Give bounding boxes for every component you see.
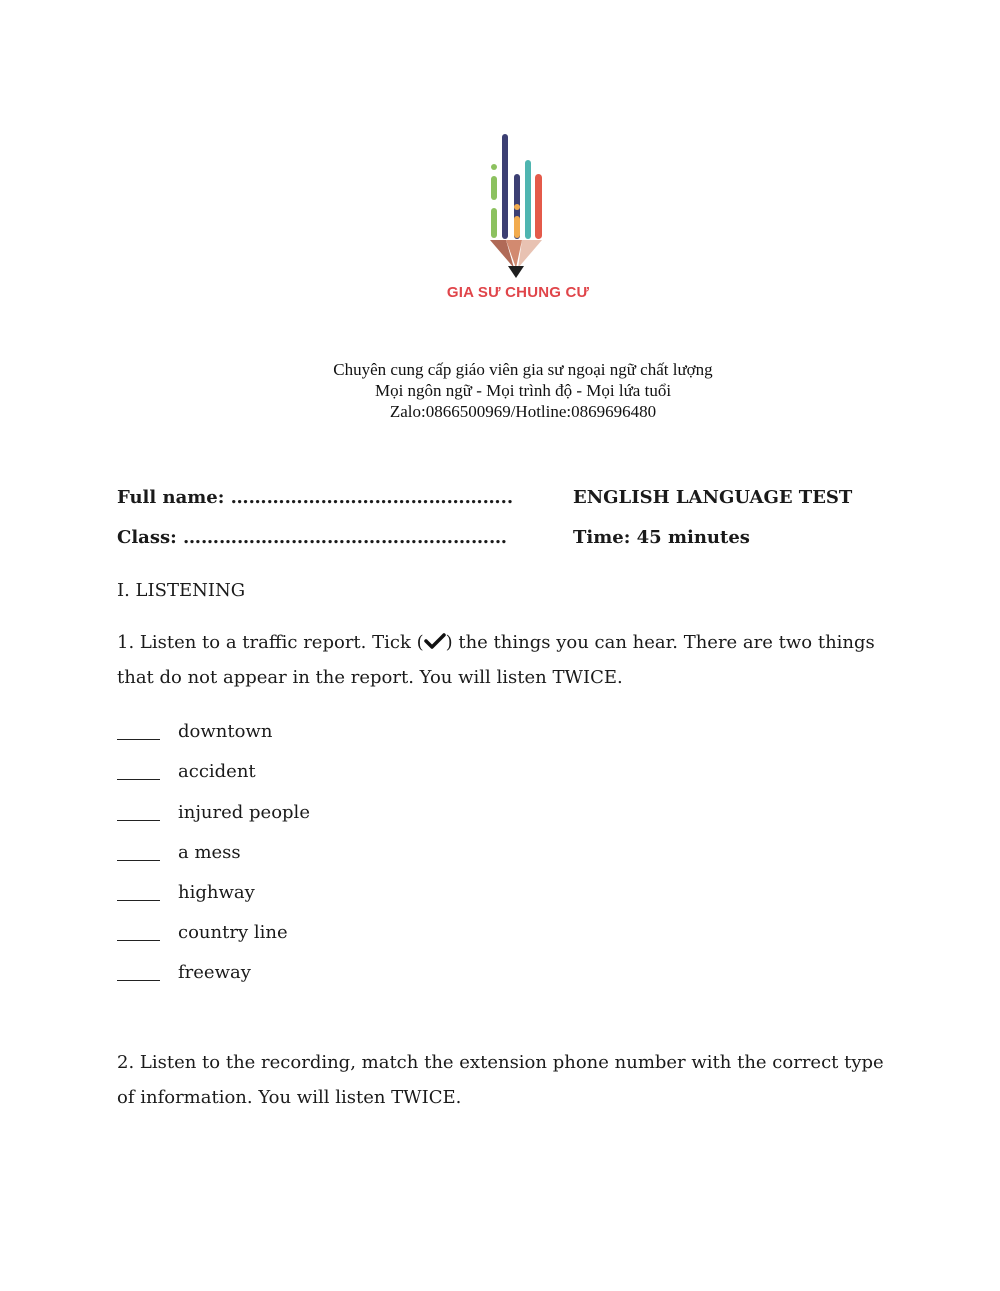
option-label: downtown: [178, 721, 273, 742]
list-item: [117, 882, 255, 906]
check-mark-icon: [424, 625, 446, 660]
tagline-line: Chuyên cung cấp giáo viên gia sư ngoại ngữ chất lượng: [333, 360, 713, 379]
answer-blank[interactable]: [117, 802, 160, 821]
list-item: [117, 802, 310, 826]
option-label: injured people: [178, 802, 310, 823]
answer-blank[interactable]: [117, 761, 160, 780]
question-1-instructions: [117, 625, 887, 695]
question-1-text-start: 1. Listen to a traffic report. Tick (: [117, 632, 424, 653]
answer-blank[interactable]: [117, 721, 160, 740]
list-item: [117, 962, 251, 986]
question-2-instructions: 2. Listen to the recording, match the extension phone number with the correct type of information. You will listen TWICE.: [117, 1052, 884, 1108]
section-title: I. LISTENING: [117, 580, 246, 601]
list-item: [117, 922, 288, 946]
full-name-field: Full name: ………………………………………..: [117, 487, 514, 508]
test-title: ENGLISH LANGUAGE TEST: [573, 487, 853, 508]
option-label: accident: [178, 761, 256, 782]
class-field: Class: ………………………………………………: [117, 527, 508, 548]
option-label: a mess: [178, 842, 241, 863]
list-item: [117, 721, 273, 745]
answer-blank[interactable]: [117, 882, 160, 901]
answer-blank[interactable]: [117, 922, 160, 941]
option-label: country line: [178, 922, 288, 943]
pencil-logo-icon: [478, 128, 558, 283]
brand-name: GIA SƯ CHUNG CƯ: [446, 284, 590, 301]
answer-blank[interactable]: [117, 962, 160, 981]
answer-blank[interactable]: [117, 842, 160, 861]
test-time: Time: 45 minutes: [573, 527, 750, 548]
question-1-text-end: ) the things you can hear. There are two things that do not appear in the report. You will listen TWICE.: [117, 632, 875, 688]
list-item: [117, 842, 241, 866]
tagline-line: Mọi ngôn ngữ - Mọi trình độ - Mọi lứa tuổi: [374, 381, 672, 400]
option-label: freeway: [178, 962, 251, 983]
list-item: [117, 761, 256, 785]
tagline-line: Zalo:0866500969/Hotline:0869696480: [389, 402, 657, 421]
option-label: highway: [178, 882, 255, 903]
tagline: [0, 359, 1000, 422]
